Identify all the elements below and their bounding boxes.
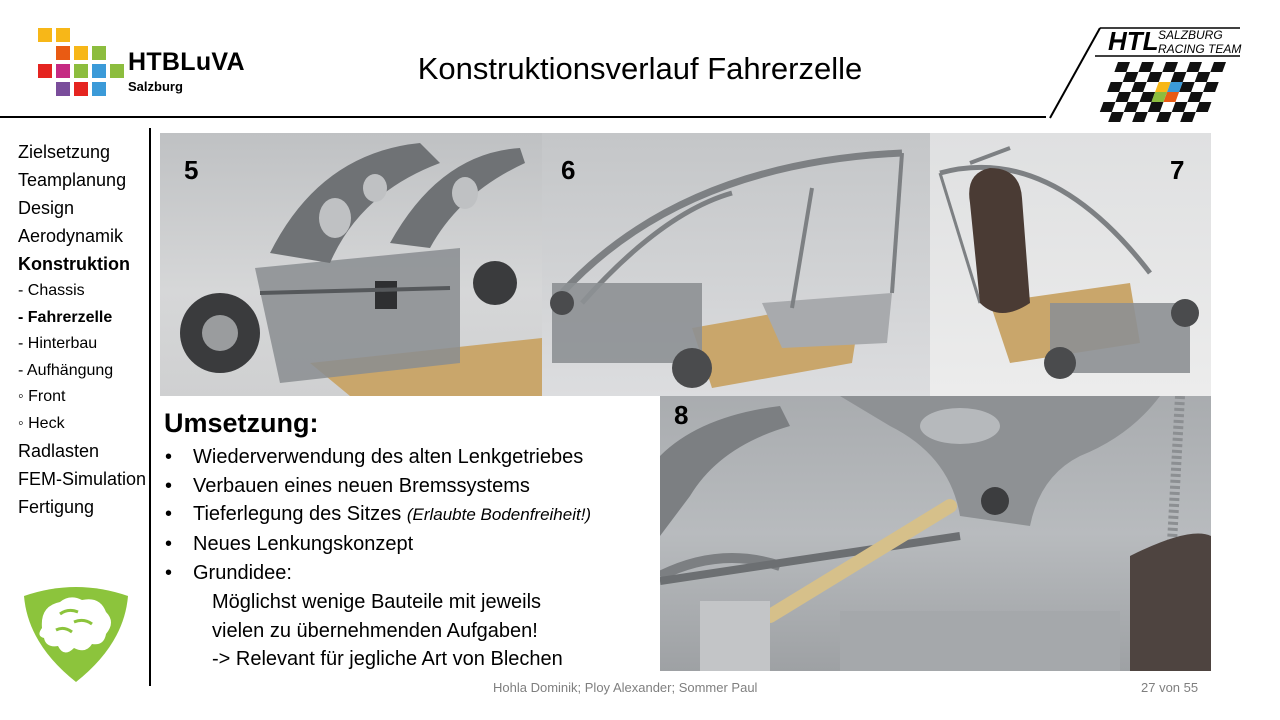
bullet-item: • Tieferlegung des Sitzes (Erlaubte Bodenfreiheit!) xyxy=(163,500,663,530)
nav-item-aufhaengung[interactable]: - Aufhängung xyxy=(18,361,114,379)
nav-item-front[interactable]: ◦ Front xyxy=(18,388,66,405)
image-number-5: 5 xyxy=(184,155,199,185)
racing-team-logo xyxy=(1040,20,1250,125)
steering-render-8 xyxy=(660,396,1211,671)
content-heading: Umsetzung: xyxy=(164,408,319,438)
racing-logo-line1: SALZBURG xyxy=(1158,28,1223,42)
nav-item-fahrerzelle[interactable]: - Fahrerzelle xyxy=(18,308,113,326)
nav-item-chassis[interactable]: - Chassis xyxy=(18,282,85,299)
nav-item-radlasten[interactable]: Radlasten xyxy=(18,441,100,461)
bullet-list xyxy=(163,443,663,588)
chassis-render-7 xyxy=(930,133,1211,396)
image-number-6: 6 xyxy=(561,155,576,185)
bullet-item: • Verbauen eines neuen Bremssystems xyxy=(163,472,663,501)
nav-item-heck[interactable]: ◦ Heck xyxy=(18,414,65,432)
detail-line: vielen zu übernehmenden Aufgaben! xyxy=(212,619,538,642)
racing-logo-initials: HTL xyxy=(1108,26,1159,56)
render-image-5 xyxy=(160,133,542,396)
nav-item-fertigung[interactable]: Fertigung xyxy=(18,497,95,517)
header-divider xyxy=(0,116,1046,118)
team-shield-logo xyxy=(20,582,132,684)
chassis-render-6 xyxy=(542,133,930,396)
nav-item-fem-simulation[interactable]: FEM-Simulation xyxy=(18,469,147,489)
nav-item-aerodynamik[interactable]: Aerodynamik xyxy=(18,226,124,246)
nav-item-zielsetzung[interactable]: Zielsetzung xyxy=(18,142,111,162)
nav-item-teamplanung[interactable]: Teamplanung xyxy=(18,170,127,190)
nav-item-hinterbau[interactable]: - Hinterbau xyxy=(18,335,98,352)
page-title: Konstruktionsverlauf Fahrerzelle xyxy=(417,51,863,86)
nav-item-konstruktion[interactable]: Konstruktion xyxy=(18,254,130,274)
render-image-7 xyxy=(930,133,1211,396)
grundidee-detail xyxy=(212,588,652,674)
detail-line: Möglichst wenige Bauteile mit jeweils xyxy=(212,591,542,613)
chassis-render-5 xyxy=(160,133,542,396)
image-number-7: 7 xyxy=(1170,155,1185,185)
sidebar-nav xyxy=(18,138,153,521)
bullet-item: • Wiederverwendung des alten Lenkgetriebes xyxy=(163,443,663,472)
render-image-6 xyxy=(542,133,930,396)
slide-number: 27 von 55 xyxy=(1141,680,1199,695)
image-number-8: 8 xyxy=(674,400,689,430)
detail-line: -> Relevant für jegliche Art von Blechen xyxy=(212,648,563,670)
logo-name: HTBLuVA xyxy=(128,48,245,76)
render-image-8 xyxy=(660,396,1211,671)
logo-subtitle: Salzburg xyxy=(128,79,183,94)
bullet-item: • Neues Lenkungskonzept xyxy=(163,530,663,559)
nav-item-design[interactable]: Design xyxy=(18,198,75,218)
bullet-note: (Erlaubte Bodenfreiheit!) xyxy=(406,505,592,525)
footer-authors: Hohla Dominik; Ploy Alexander; Sommer Paul xyxy=(493,680,758,695)
bullet-item: • Grundidee: xyxy=(163,559,663,588)
racing-logo-line2: RACING TEAM xyxy=(1158,42,1242,56)
